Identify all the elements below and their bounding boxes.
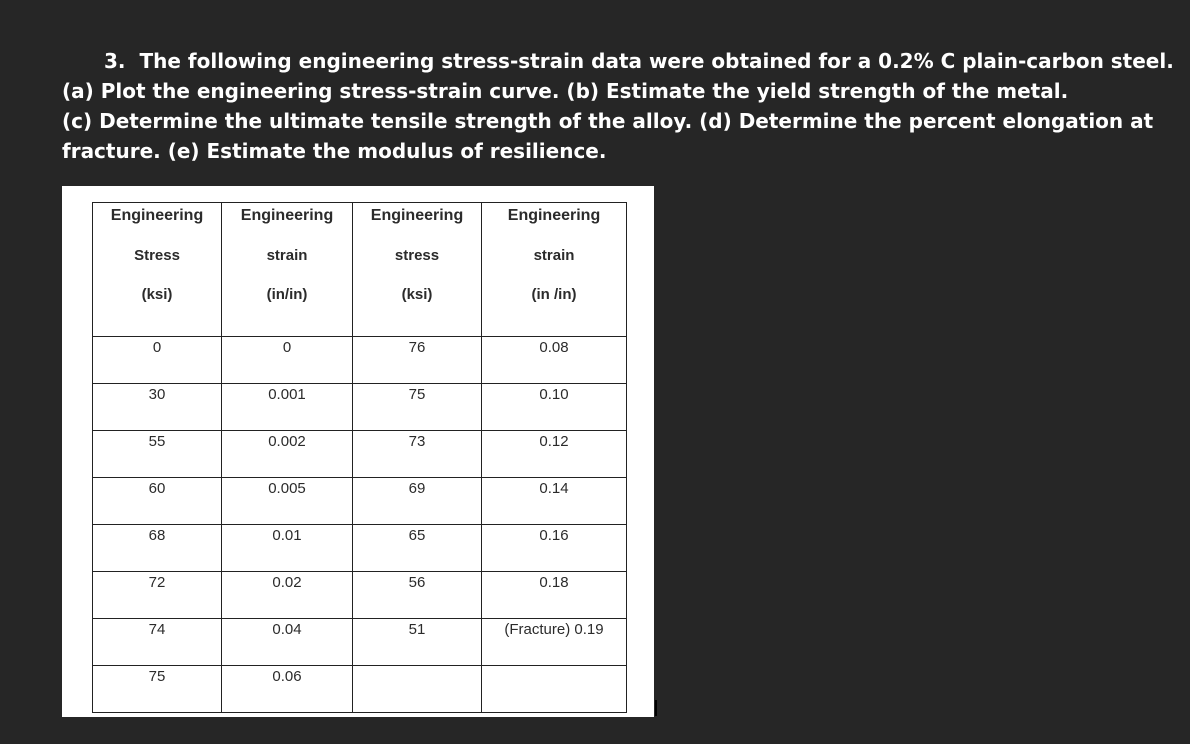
table-cell: 73 — [353, 431, 482, 478]
problem-line-2: (a) Plot the engineering stress-strain curve. (b) Estimate the yield strength of the metal. — [62, 79, 1069, 103]
table-row — [93, 337, 627, 384]
header-stress-1 — [93, 203, 222, 337]
header-title: Engineering — [507, 207, 601, 224]
problem-line-1-text: The following engineering stress-strain data were obtained for a 0.2% C plain-carbon steel. — [139, 49, 1174, 73]
table-row — [93, 478, 627, 525]
table-row — [93, 666, 627, 713]
table-cell: 60 — [93, 478, 222, 525]
table-cell: 0.12 — [482, 431, 627, 478]
problem-statement — [62, 46, 1174, 166]
table-cell: 75 — [93, 666, 222, 713]
stress-strain-table — [92, 202, 627, 713]
table-cell: 0.001 — [222, 384, 353, 431]
header-unit: (in /in) — [531, 286, 577, 303]
table-cell: 68 — [93, 525, 222, 572]
problem-number: 3. — [104, 49, 126, 73]
header-strain-2 — [482, 203, 627, 337]
header-title: Engineering — [370, 207, 464, 224]
header-strain-1 — [222, 203, 353, 337]
table-row — [93, 431, 627, 478]
table-cell: (Fracture) 0.19 — [482, 619, 627, 666]
table-cell: 69 — [353, 478, 482, 525]
table-cell: 72 — [93, 572, 222, 619]
table-row — [93, 384, 627, 431]
table-cell: 0.18 — [482, 572, 627, 619]
table-cell — [482, 666, 627, 713]
header-title: Engineering — [110, 207, 204, 224]
table-cell: 0.02 — [222, 572, 353, 619]
table-header-row — [93, 203, 627, 337]
table-cell: 0.04 — [222, 619, 353, 666]
table-cell — [353, 666, 482, 713]
header-unit: (in/in) — [266, 286, 308, 303]
table-cell: 0 — [222, 337, 353, 384]
header-unit: (ksi) — [141, 286, 173, 303]
table-cell: 0.01 — [222, 525, 353, 572]
table-cell: 55 — [93, 431, 222, 478]
table-cell: 75 — [353, 384, 482, 431]
table-cell: 0.005 — [222, 478, 353, 525]
header-stress-2 — [353, 203, 482, 337]
table-cell: 51 — [353, 619, 482, 666]
problem-line-3: (c) Determine the ultimate tensile strength of the alloy. (d) Determine the percent elongation at — [62, 109, 1154, 133]
table-row — [93, 619, 627, 666]
header-quantity: Stress — [134, 247, 180, 264]
problem-line-1 — [62, 46, 1174, 76]
table-row — [93, 572, 627, 619]
text-cursor-mark — [655, 700, 657, 716]
table-cell: 0.14 — [482, 478, 627, 525]
header-quantity: strain — [533, 247, 575, 264]
problem-line-4: fracture. (e) Estimate the modulus of resilience. — [62, 139, 607, 163]
header-unit: (ksi) — [401, 286, 433, 303]
header-quantity: strain — [266, 247, 308, 264]
table-cell: 76 — [353, 337, 482, 384]
table-cell: 56 — [353, 572, 482, 619]
table-row — [93, 525, 627, 572]
table-cell: 0.002 — [222, 431, 353, 478]
header-title: Engineering — [240, 207, 334, 224]
table-cell: 30 — [93, 384, 222, 431]
table-cell: 74 — [93, 619, 222, 666]
table-cell: 0.08 — [482, 337, 627, 384]
header-quantity: stress — [394, 247, 440, 264]
data-table-image — [62, 186, 654, 717]
table-cell: 0 — [93, 337, 222, 384]
table-cell: 65 — [353, 525, 482, 572]
table-cell: 0.16 — [482, 525, 627, 572]
table-cell: 0.06 — [222, 666, 353, 713]
table-cell: 0.10 — [482, 384, 627, 431]
